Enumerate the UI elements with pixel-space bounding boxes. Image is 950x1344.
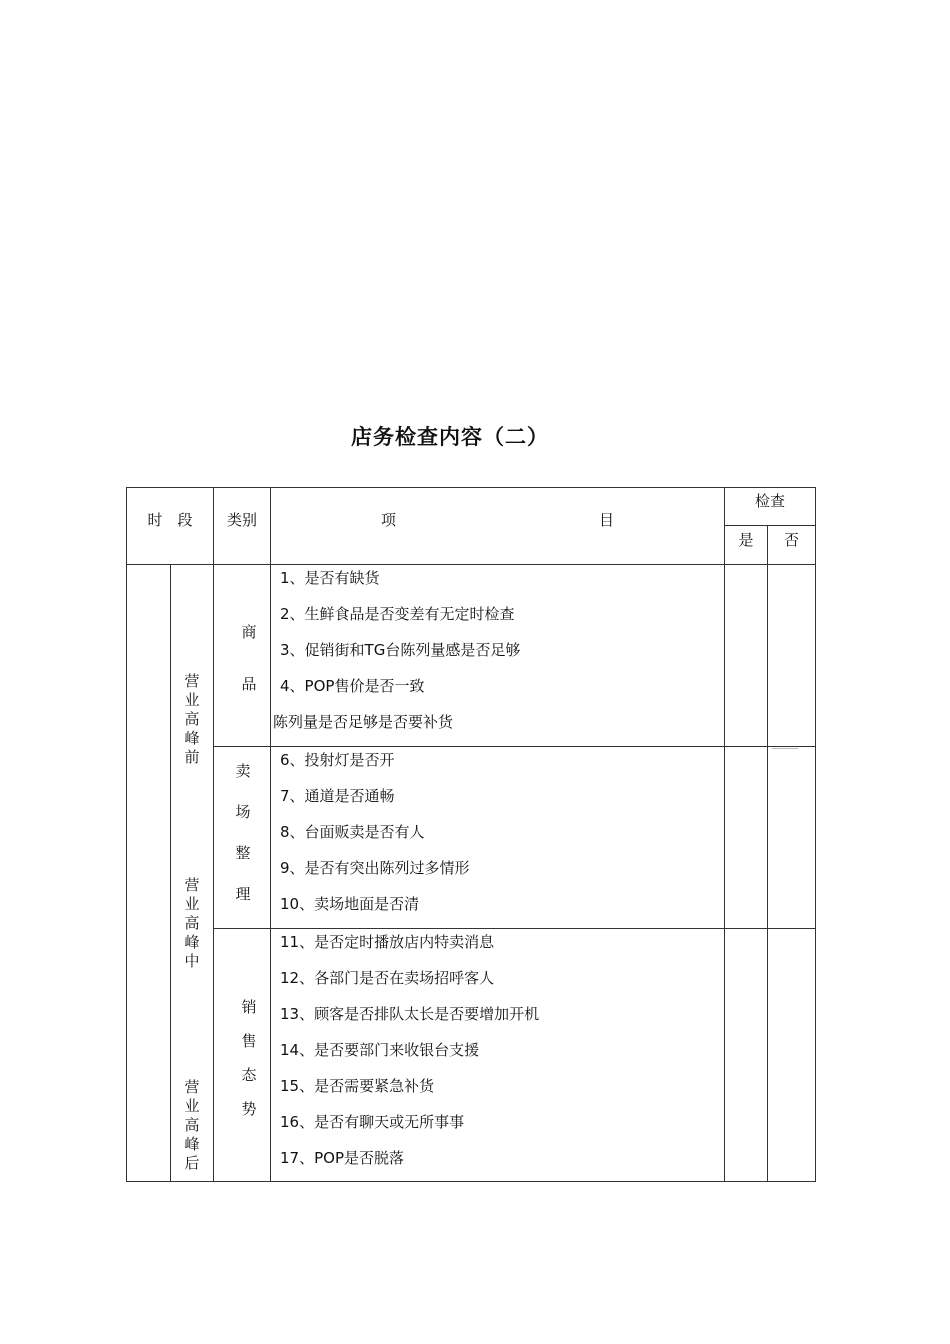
period-before-peak: 营业高峰前 — [184, 672, 200, 766]
yes-no-divider — [767, 525, 768, 1182]
check-item: 13、顾客是否排队太长是否要增加开机 — [280, 1005, 540, 1023]
check-item: 6、投射灯是否开 — [280, 751, 395, 769]
category-goods-char: 品 — [241, 675, 257, 693]
table-border-right — [815, 487, 816, 1182]
category-sales-char: 势 — [241, 1100, 257, 1118]
period-during-peak: 营业高峰中 — [184, 876, 200, 970]
check-item: 3、促销街和TG台陈列量感是否足够 — [280, 641, 521, 659]
check-item: 7、通道是否通畅 — [280, 787, 395, 805]
header-item-right: 目 — [599, 511, 615, 529]
check-item: 9、是否有突出陈列过多情形 — [280, 859, 470, 877]
check-divider — [724, 525, 816, 526]
period-inner-divider — [170, 564, 171, 1182]
faint-mark — [772, 748, 798, 749]
check-item: 12、各部门是否在卖场招呼客人 — [280, 969, 495, 987]
check-item: 2、生鲜食品是否变差有无定时检查 — [280, 605, 515, 623]
check-item: 16、是否有聊天或无所事事 — [280, 1113, 465, 1131]
header-check: 检查 — [754, 492, 785, 510]
category-floor-arrangement — [228, 760, 258, 904]
period-after-peak: 营业高峰后 — [184, 1078, 200, 1172]
period-col-divider — [213, 487, 214, 1182]
check-item: 14、是否要部门来收银台支援 — [280, 1041, 480, 1059]
check-item: 8、台面贩卖是否有人 — [280, 823, 425, 841]
header-no: 否 — [783, 531, 799, 549]
item-col-divider — [724, 487, 725, 1182]
header-divider — [126, 564, 816, 565]
category-row-divider-1 — [213, 746, 816, 747]
category-floor-char: 卖 — [235, 762, 251, 780]
table-border-top — [126, 487, 816, 488]
check-item: 17、POP是否脱落 — [280, 1149, 404, 1167]
check-item: 陈列量是否足够是否要补货 — [273, 713, 454, 731]
category-row-divider-2 — [213, 928, 816, 929]
check-item: 11、是否定时播放店内特卖消息 — [280, 933, 495, 951]
header-period: 时 段 — [147, 511, 193, 529]
table-border-bottom — [126, 1181, 816, 1182]
category-floor-char: 理 — [235, 885, 251, 903]
check-item: 4、POP售价是否一致 — [280, 677, 425, 695]
category-sales-char: 态 — [241, 1066, 257, 1084]
header-item-left: 项 — [381, 511, 397, 529]
category-sales-char: 销 — [241, 998, 257, 1016]
check-item: 10、卖场地面是否清 — [280, 895, 420, 913]
page-title: 店务检查内容（二） — [351, 425, 549, 449]
category-sales-status — [234, 996, 264, 1119]
table-border-left — [126, 487, 127, 1182]
check-item: 15、是否需要紧急补货 — [280, 1077, 435, 1095]
header-yes: 是 — [738, 531, 754, 549]
category-col-divider — [270, 487, 271, 1182]
category-goods-char: 商 — [241, 623, 257, 641]
check-item: 1、是否有缺货 — [280, 569, 380, 587]
category-sales-char: 售 — [241, 1032, 257, 1050]
category-goods — [234, 621, 264, 694]
category-floor-char: 场 — [235, 803, 251, 821]
category-floor-char: 整 — [235, 844, 251, 862]
header-category: 类别 — [226, 511, 257, 529]
